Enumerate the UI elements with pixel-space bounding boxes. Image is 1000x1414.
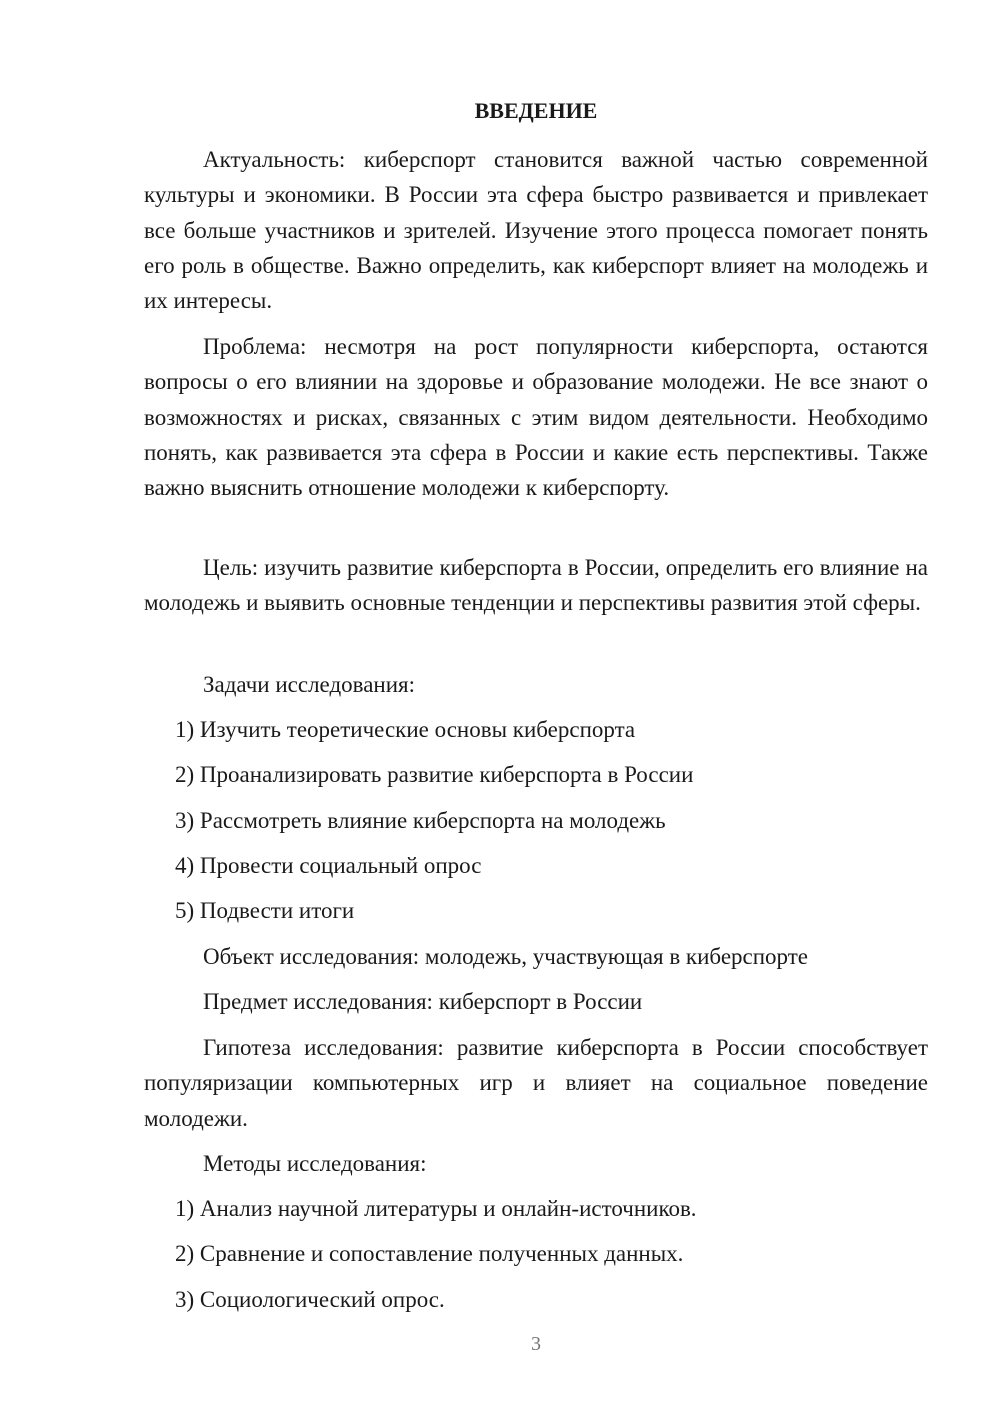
task-item: 4) Провести социальный опрос — [175, 853, 482, 878]
task-item: 2) Проанализировать развитие киберспорта в России — [175, 762, 694, 787]
task-item: 3) Рассмотреть влияние киберспорта на молодежь — [175, 808, 666, 833]
method-item: 1) Анализ научной литературы и онлайн-источников. — [175, 1196, 697, 1221]
tasks-heading: Задачи исследования: — [203, 672, 416, 697]
object-paragraph: Объект исследования: молодежь, участвующая в киберспорте — [203, 944, 808, 969]
problem-paragraph: Проблема: несмотря на рост популярности киберспорта, остаются вопросы о его влиянии на здоровье и образование молодежи. Не все знают о возможностях и рисках, связанных с этим видом деятельности. Необходимо понять, как развивается эта сфера в России и какие есть перспективы. Также важно выяснить отношение молодежи к киберспорту. — [144, 334, 928, 501]
method-item: 2) Сравнение и сопоставление полученных данных. — [175, 1241, 684, 1266]
hypothesis-paragraph: Гипотеза исследования: развитие киберспорта в России способствует популяризации компьютерных игр и влияет на социальное поведение молодежи. — [144, 1035, 928, 1131]
relevance-paragraph: Актуальность: киберспорт становится важной частью современной культуры и экономики. В России эта сфера быстро развивается и привлекает все больше участников и зрителей. Изучение этого процесса помогает понять его роль в обществе. Важно определить, как киберспорт влияет на молодежь и их интересы. — [144, 147, 928, 314]
methods-heading: Методы исследования: — [203, 1151, 427, 1176]
page-number: 3 — [531, 1333, 541, 1355]
method-item: 3) Социологический опрос. — [175, 1287, 445, 1312]
task-item: 1) Изучить теоретические основы киберспорта — [175, 717, 636, 742]
section-title: ВВЕДЕНИЕ — [474, 98, 598, 123]
goal-paragraph: Цель: изучить развитие киберспорта в России, определить его влияние на молодежь и выявить основные тенденции и перспективы развития этой сферы. — [144, 555, 928, 616]
subject-paragraph: Предмет исследования: киберспорт в России — [203, 989, 643, 1014]
task-item: 5) Подвести итоги — [175, 898, 355, 923]
